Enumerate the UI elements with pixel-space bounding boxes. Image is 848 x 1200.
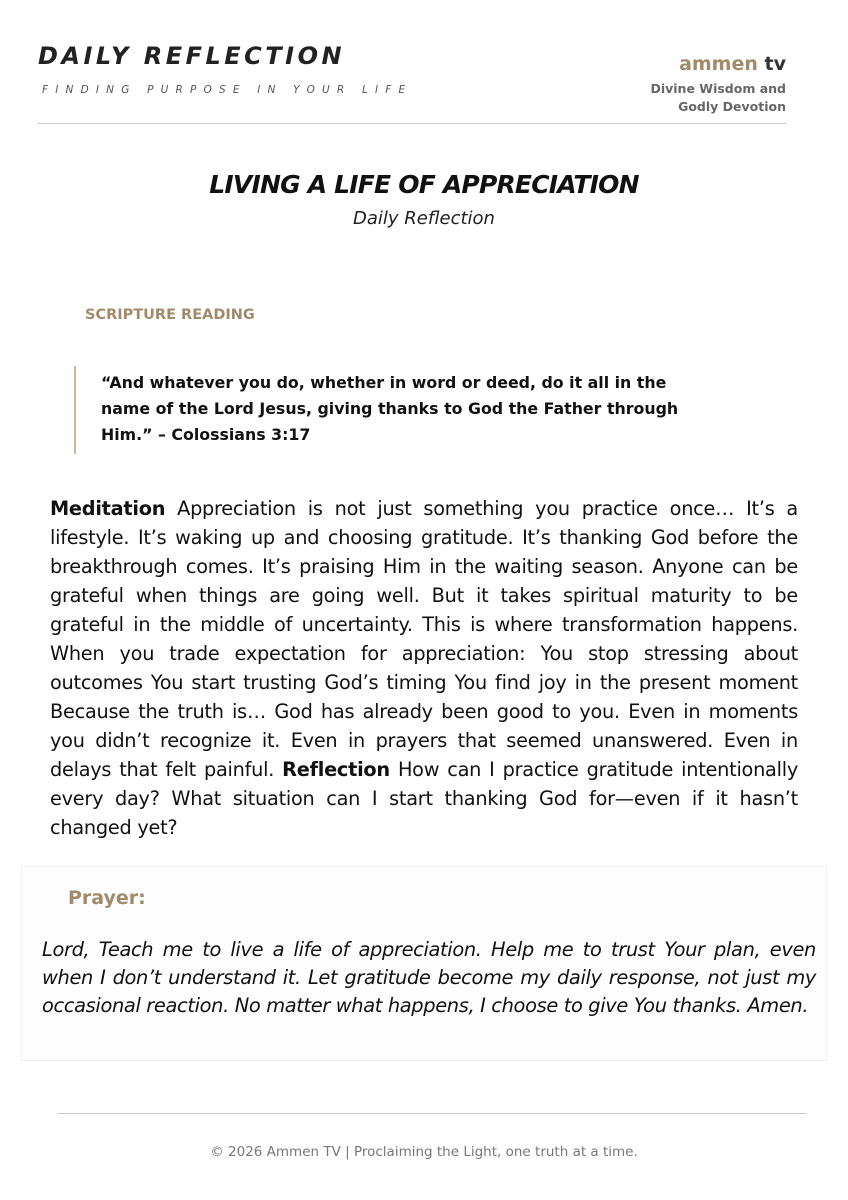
footer-divider [58, 1113, 806, 1114]
prayer-box [21, 866, 827, 1061]
meditation-heading: Meditation [50, 497, 166, 520]
prayer-text: Lord, Teach me to live a life of appreciation. Help me to trust Your plan, even when I don’t understand it. Let gratitude become my daily response, not just my occasional reaction. No matter what happens, I choose to give You thanks. Amen. [42, 938, 816, 1017]
page-header [38, 42, 786, 124]
article-subtitle: Daily Reflection [353, 208, 495, 229]
logo-name [650, 53, 786, 75]
brand-title: DAILY REFLECTION [38, 42, 346, 70]
logo-subtitle-line1: Divine Wisdom and [650, 81, 786, 96]
logo-name-rest: tv [764, 53, 786, 75]
article-title: LIVING A LIFE OF APPRECIATION [209, 170, 639, 199]
logo-subtitle-line2: Godly Devotion [678, 99, 786, 114]
scripture-quote: “And whatever you do, whether in word or deed, do it all in the name of the Lord Jesus, giving thanks to God the Father through Him.” – Colossians 3:17 [101, 373, 679, 444]
brand-tagline: FINDING PURPOSE IN YOUR LIFE [42, 84, 413, 96]
reflection-heading: Reflection [282, 758, 390, 781]
reflection-text: How can I practice gratitude intentionally every day? What situation can I start thanking God for—even if it hasn’t changed yet? [50, 758, 799, 839]
prayer-label: Prayer: [68, 887, 146, 909]
footer-text: © 2026 Ammen TV | Proclaiming the Light, one truth at a time. [210, 1144, 638, 1160]
meditation-text: Appreciation is not just something you practice once… It’s a lifestyle. It’s waking up and choosing gratitude. It’s thanking God before the breakthrough comes. It’s praising Him in the waiting season. Anyone can be grateful when things are going well. But it takes spiritual maturity to be grateful in the middle of uncertainty. This is where transformation happens. When you trade expectation for appreciation: You stop stressing about outcomes You start trusting God’s timing You find joy in the present moment Because the truth is… God has already been good to you. Even in moments you didn’t recognize it. Even in prayers that seemed unanswered. Even in delays that felt painful. [50, 497, 798, 781]
ammen-tv-logo [650, 53, 786, 117]
meditation-paragraph [50, 494, 798, 842]
logo-name-accent: ammen [679, 53, 758, 75]
scripture-reading-label: SCRIPTURE READING [85, 307, 255, 323]
logo-subtitle [650, 79, 786, 117]
scripture-quote-block [74, 366, 710, 454]
